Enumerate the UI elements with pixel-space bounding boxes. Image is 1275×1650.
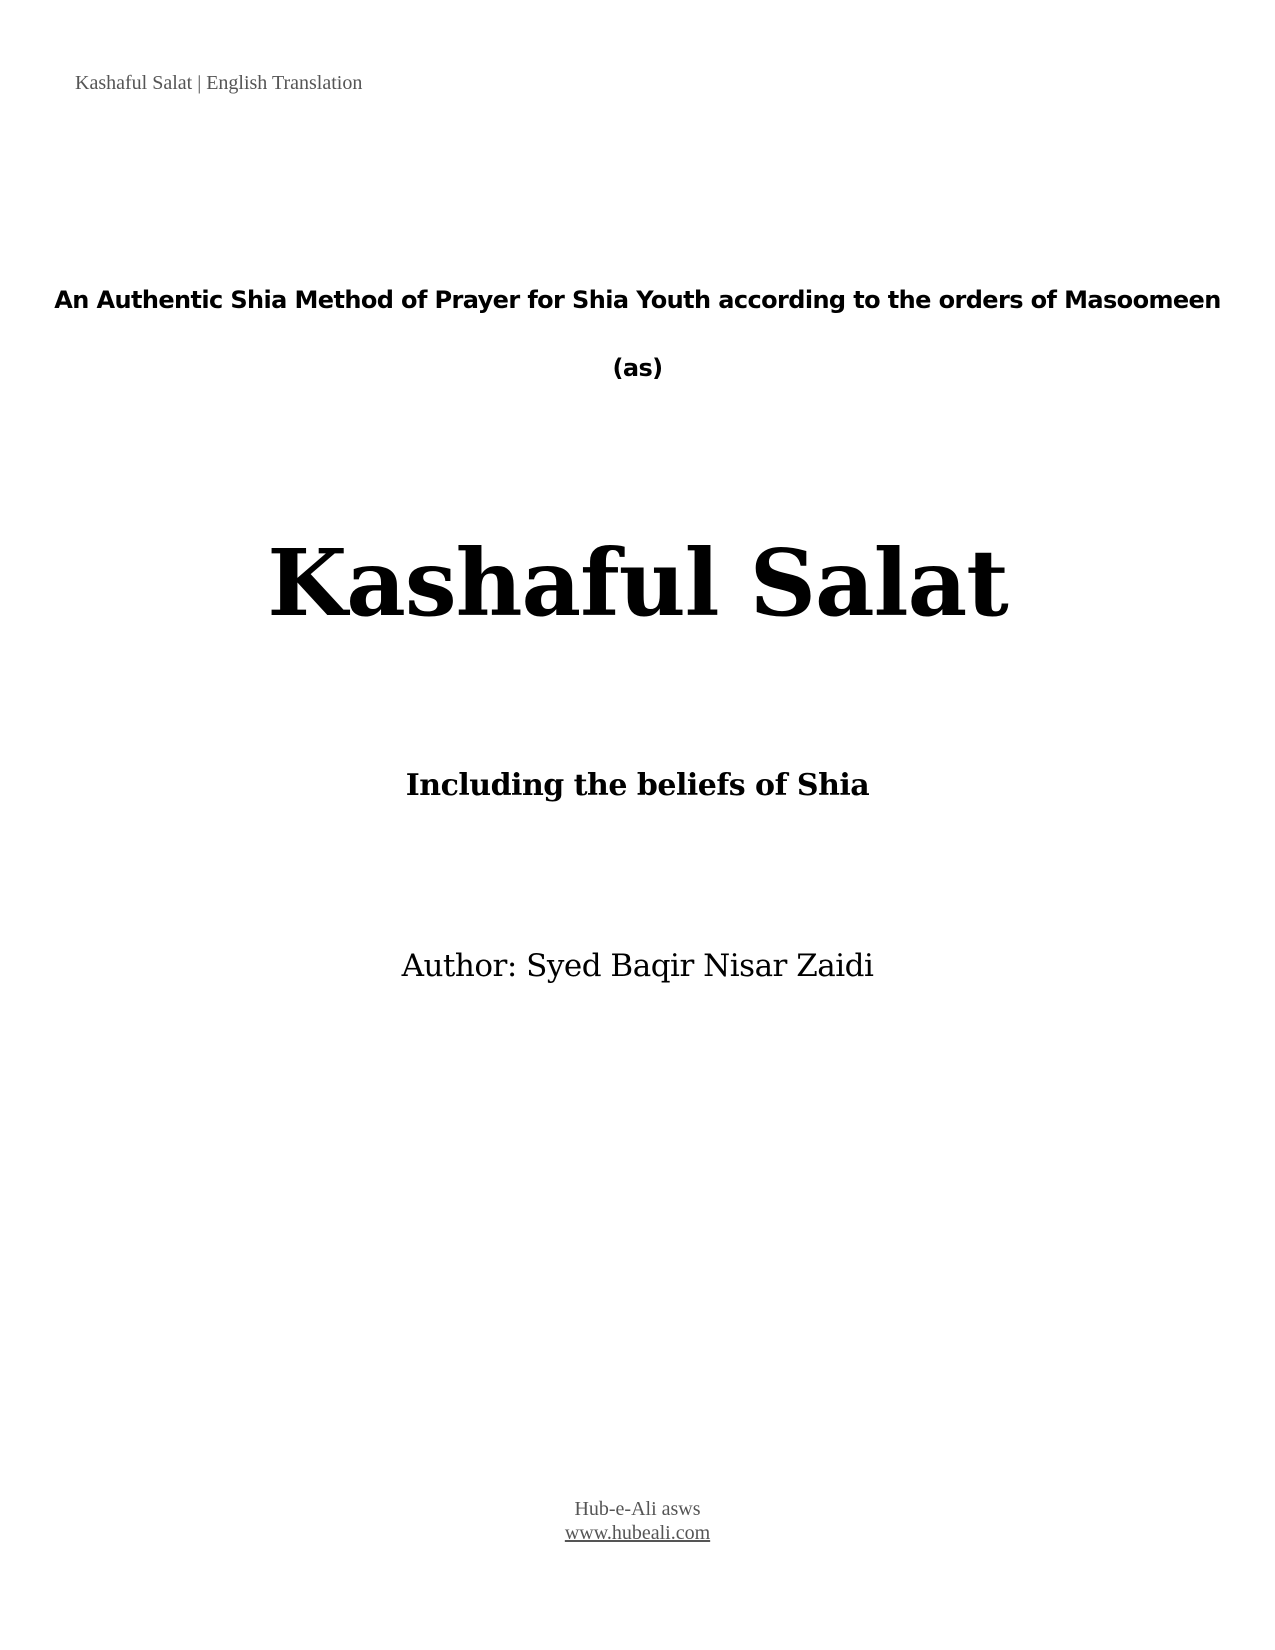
running-header: Kashaful Salat | English Translation	[75, 72, 363, 94]
website-link[interactable]: www.hubeali.com	[564, 1522, 711, 1544]
author-line: Author: Syed Baqir Nisar Zaidi	[401, 948, 874, 984]
publisher-name: Hub-e-Ali asws	[574, 1498, 701, 1520]
book-tagline: Including the beliefs of Shia	[405, 768, 870, 803]
subtitle-line-2: (as)	[612, 354, 663, 382]
subtitle-line-1: An Authentic Shia Method of Prayer for Shia Youth according to the orders of Masoomeen	[54, 286, 1221, 314]
book-title: Kashaful Salat	[267, 529, 1008, 637]
page-footer	[0, 1497, 1275, 1545]
